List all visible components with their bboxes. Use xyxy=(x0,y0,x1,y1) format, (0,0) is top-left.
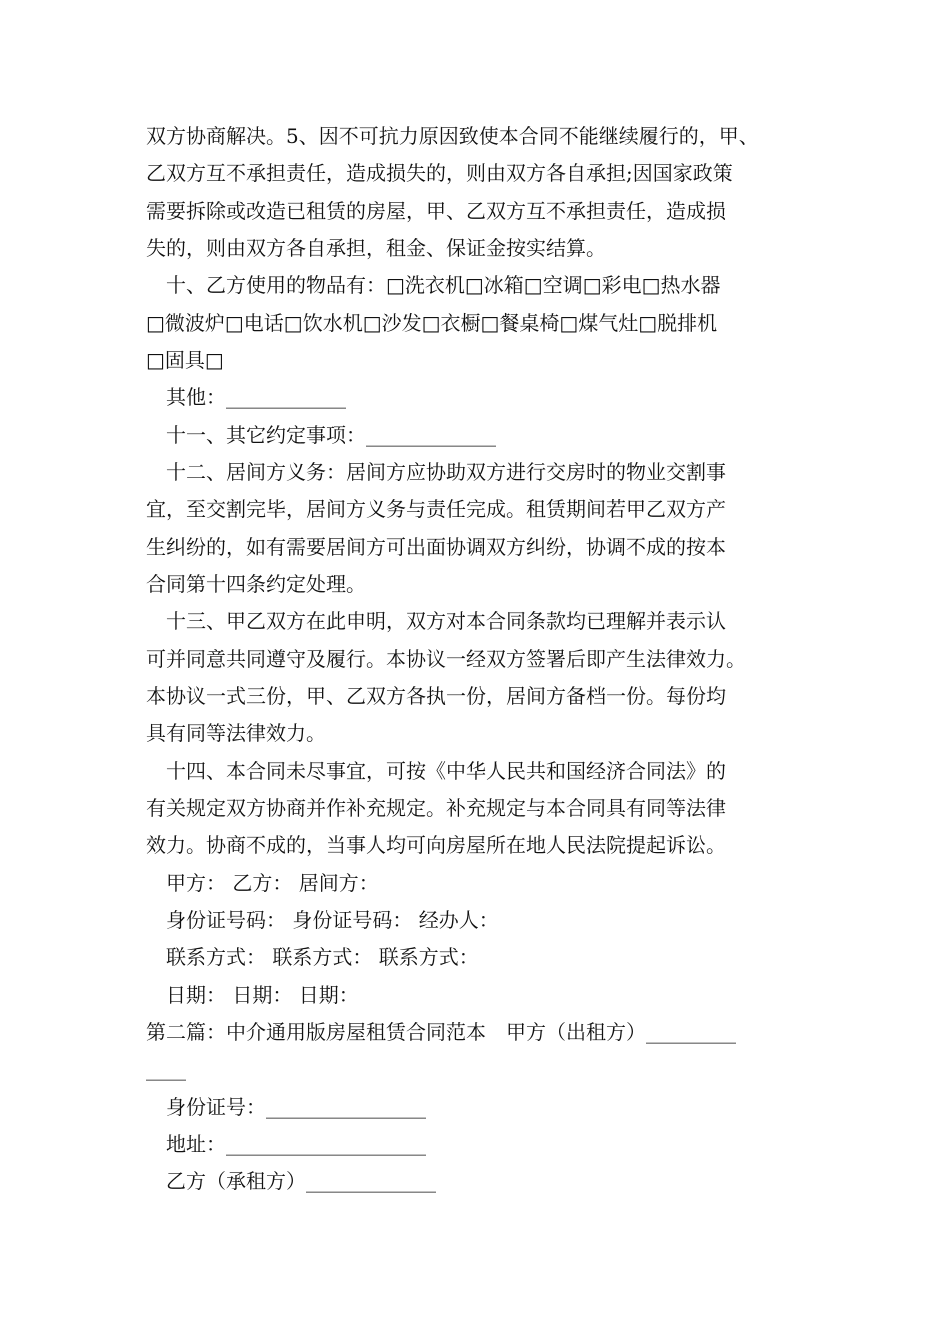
second-contract-title: 第二篇：中介通用版房屋租赁合同范本 甲方（出租方）_________ xyxy=(146,1020,736,1044)
clause-14-line: 十四、本合同未尽事宜，可按《中华人民共和国经济合同法》的 xyxy=(166,759,726,783)
id-number-line: 身份证号码： 身份证号码： 经办人： xyxy=(166,908,499,932)
text-line: 可并同意共同遵守及履行。本协议一经双方签署后即产生法律效力。 xyxy=(146,647,746,671)
clause-10-line: 十、乙方使用的物品有：□洗衣机□冰箱□空调□彩电□热水器 xyxy=(166,273,721,297)
text-line: 合同第十四条约定处理。 xyxy=(146,572,366,596)
date-line: 日期： 日期： 日期： xyxy=(166,983,359,1007)
clause-13-line: 十三、甲乙双方在此申明，双方对本合同条款均已理解并表示认 xyxy=(166,609,726,633)
text-line: 双方协商解决。5、因不可抗力原因致使本合同不能继续履行的，甲、 xyxy=(146,124,759,148)
text-line: 需要拆除或改造已租赁的房屋，甲、乙双方互不承担责任，造成损 xyxy=(146,199,726,223)
text-line: 失的，则由双方各自承担，租金、保证金按实结算。 xyxy=(146,236,606,260)
text-line: 本协议一式三份，甲、乙双方各执一份，居间方备档一份。每份均 xyxy=(146,684,726,708)
text-line: 具有同等法律效力。 xyxy=(146,721,326,745)
clause-11-line: 十一、其它约定事项：_____________ xyxy=(166,423,496,447)
text-line: 有关规定双方协商并作补充规定。补充规定与本合同具有同等法律 xyxy=(146,796,726,820)
text-line: 宜，至交割完毕，居间方义务与责任完成。租赁期间若甲乙双方产 xyxy=(146,497,726,521)
text-line: ____ xyxy=(146,1057,186,1081)
tenant-field-line: 乙方（承租方）_____________ xyxy=(166,1169,436,1193)
text-line: □固具□ xyxy=(146,348,224,372)
other-items-line: 其他：____________ xyxy=(166,385,346,409)
text-line: □微波炉□电话□饮水机□沙发□衣橱□餐桌椅□煤气灶□脱排机 xyxy=(146,311,718,335)
text-line: 乙双方互不承担责任，造成损失的，则由双方各自承担;因国家政策 xyxy=(146,161,733,185)
signature-parties-line: 甲方： 乙方： 居间方： xyxy=(166,871,379,895)
text-line: 效力。协商不成的，当事人均可向房屋所在地人民法院提起诉讼。 xyxy=(146,833,726,857)
clause-12-line: 十二、居间方义务：居间方应协助双方进行交房时的物业交割事 xyxy=(166,460,726,484)
address-field-line: 地址：____________________ xyxy=(166,1132,426,1156)
id-field-line: 身份证号：________________ xyxy=(166,1095,426,1119)
text-line: 生纠纷的，如有需要居间方可出面协调双方纠纷，协调不成的按本 xyxy=(146,535,726,559)
contact-line: 联系方式： 联系方式： 联系方式： xyxy=(166,945,479,969)
